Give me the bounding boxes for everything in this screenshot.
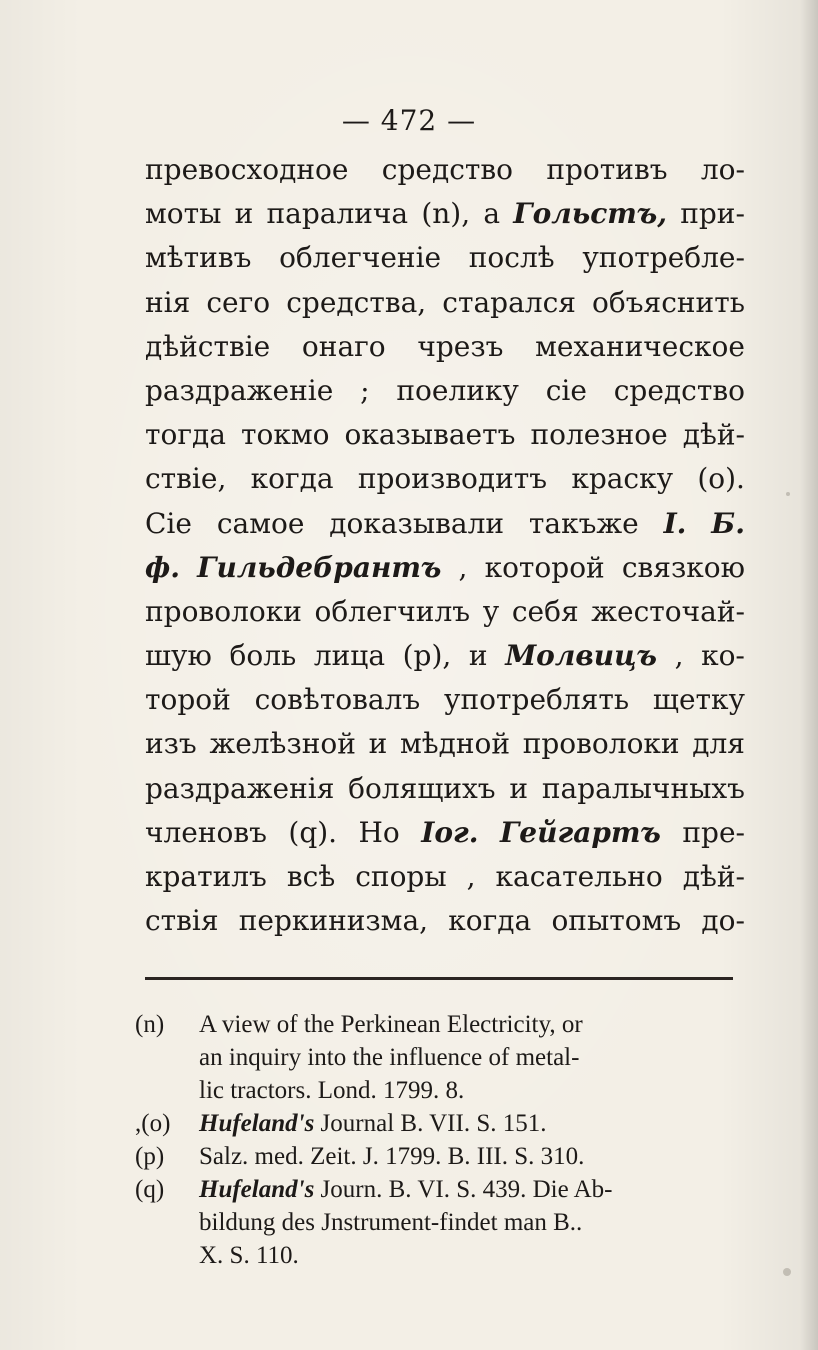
main-text-block — [145, 148, 745, 943]
text-line — [145, 369, 745, 413]
word: Молвицъ — [505, 639, 657, 673]
footnote-mark: ,(o) — [135, 1110, 171, 1137]
footnote-line — [199, 1008, 750, 1041]
word: дѣй- — [682, 418, 745, 452]
footnote-line-text: A view of the Perkinean Electricity, or — [199, 1011, 583, 1038]
word: и — [234, 197, 254, 231]
word: объяснить — [592, 285, 745, 319]
text-line — [145, 236, 745, 280]
text-line — [145, 767, 745, 811]
footnote — [135, 1173, 750, 1272]
word: болящихъ — [348, 771, 496, 805]
word: полезное — [530, 418, 668, 452]
word: у — [482, 594, 500, 628]
word: средства, — [286, 285, 427, 319]
word: ствія — [145, 904, 219, 938]
word: оказываетъ — [344, 418, 516, 452]
word: , — [466, 860, 476, 893]
word: которой — [484, 550, 605, 584]
word: самое — [216, 506, 305, 540]
word: (p), — [402, 639, 452, 673]
word: раздраженія — [145, 771, 335, 805]
text-line — [145, 413, 745, 457]
word: поелику — [396, 373, 519, 407]
word: моты — [145, 197, 222, 231]
footnote-italic-source: Hufeland's — [199, 1176, 321, 1203]
word: боль — [229, 639, 297, 673]
word: сіе — [545, 373, 587, 407]
word: шую — [145, 639, 212, 673]
word: и — [468, 639, 488, 673]
footnote-line-text: Journ. B. VI. S. 439. Die Ab- — [320, 1176, 613, 1203]
word: дѣй- — [682, 860, 745, 893]
word: ко- — [701, 639, 745, 673]
word: лица — [313, 639, 386, 673]
text-line — [145, 899, 745, 943]
word: облегченіе — [279, 241, 442, 275]
word: доказывали — [329, 506, 505, 540]
footnote-mark: (n) — [135, 1011, 165, 1038]
text-line — [145, 811, 745, 855]
word: краску — [571, 462, 674, 496]
word: превосходное — [145, 153, 349, 186]
word: опытомъ — [551, 904, 682, 938]
word: средство — [613, 373, 745, 407]
word: средство — [381, 153, 513, 186]
word: чрезъ — [417, 329, 504, 363]
word: (o). — [697, 462, 745, 496]
word: онаго — [301, 329, 386, 363]
word: ло- — [700, 153, 745, 186]
footnote-text — [199, 1008, 750, 1107]
word: всѣ — [286, 860, 336, 893]
text-line — [145, 325, 745, 369]
word: жесточай- — [591, 594, 745, 628]
word: проволоки — [145, 594, 302, 628]
word: , — [674, 639, 684, 673]
text-line — [145, 546, 745, 590]
footnote — [135, 1107, 750, 1140]
footnote-line — [199, 1041, 750, 1074]
paper-speck — [783, 1268, 791, 1276]
word: употреблять — [444, 683, 630, 717]
text-line — [145, 855, 745, 899]
footnotes-block — [135, 1008, 750, 1272]
footnote — [135, 1140, 750, 1173]
word: старался — [442, 285, 576, 319]
word: проволоки — [522, 727, 680, 761]
word: до- — [701, 904, 745, 938]
word: когда — [448, 904, 532, 938]
word: связкою — [621, 550, 745, 584]
word: (q). — [288, 815, 338, 849]
word: касательно — [495, 860, 663, 893]
text-line — [145, 192, 745, 236]
footnote-mark: (p) — [135, 1143, 165, 1170]
word: Гильдебрантъ — [197, 550, 442, 584]
word: (n), — [421, 197, 471, 231]
word: и — [509, 771, 529, 805]
word: членовъ — [145, 815, 267, 849]
word: облегчилъ — [314, 594, 471, 628]
page-number: — 472 — — [341, 104, 477, 137]
text-line — [145, 281, 745, 325]
word: раздраженіе — [145, 373, 334, 407]
word: механическое — [535, 329, 745, 363]
footnote-text — [199, 1107, 750, 1140]
footnote-line-text: lic tractors. Lond. 1799. 8. — [199, 1077, 465, 1104]
text-line — [145, 502, 745, 546]
footnote-line — [199, 1173, 750, 1206]
word: Сіе — [145, 506, 192, 540]
word: ; — [360, 373, 370, 407]
word: мѣтивъ — [145, 241, 252, 275]
footnote-divider — [145, 977, 733, 980]
word: нія — [145, 285, 191, 319]
word: сего — [206, 285, 271, 319]
word: І. — [663, 506, 687, 540]
word: употребле- — [582, 241, 745, 275]
word: желѣзной — [209, 727, 356, 761]
word: послѣ — [468, 241, 555, 275]
footnote-text — [199, 1173, 750, 1272]
footnote-line-text: Salz. med. Zeit. J. 1799. B. III. S. 310. — [199, 1143, 585, 1170]
word: изъ — [145, 727, 197, 761]
word: производитъ — [357, 462, 548, 496]
word: кратилъ — [145, 860, 267, 893]
footnote-line — [199, 1206, 750, 1239]
word: противъ — [546, 153, 668, 186]
word: такъже — [528, 506, 639, 540]
word: когда — [250, 462, 334, 496]
word: пре- — [682, 815, 745, 849]
footnote-line-text: bildung des Jnstrument-findet man B.. — [199, 1209, 583, 1236]
text-line — [145, 722, 745, 766]
footnote-line — [199, 1074, 750, 1107]
word: щетку — [652, 683, 745, 717]
word: при- — [680, 197, 745, 231]
text-line — [145, 148, 745, 192]
footnote-line — [199, 1239, 750, 1272]
word: себя — [511, 594, 579, 628]
page-edge-shadow — [800, 0, 818, 1350]
word: Б. — [711, 506, 745, 540]
word: паралычныхъ — [541, 771, 745, 805]
text-line — [145, 590, 745, 634]
footnote-line-text: Journal B. VII. S. 151. — [320, 1110, 547, 1137]
footnote — [135, 1008, 750, 1107]
footnote-line — [199, 1107, 750, 1140]
word: мѣдной — [399, 727, 511, 761]
word: паралича — [266, 197, 409, 231]
text-line — [145, 678, 745, 722]
word: торой — [145, 683, 231, 717]
word: Іог. — [421, 815, 479, 849]
word: дѣйствіе — [145, 329, 271, 363]
word: и — [368, 727, 388, 761]
word: ф. — [145, 550, 180, 584]
footnote-line — [199, 1140, 750, 1173]
paper-speck — [786, 492, 790, 496]
word: Но — [358, 815, 400, 849]
footnote-line-text: X. S. 110. — [199, 1242, 299, 1269]
word: совѣтовалъ — [254, 683, 421, 717]
footnote-mark: (q) — [135, 1176, 165, 1203]
word: споры — [355, 860, 447, 893]
word: ствіе, — [145, 462, 227, 496]
footnote-italic-source: Hufeland's — [199, 1110, 321, 1137]
footnote-text — [199, 1140, 750, 1173]
word: , — [458, 550, 468, 584]
text-line — [145, 457, 745, 501]
text-line — [145, 634, 745, 678]
word: Гольстъ, — [513, 197, 667, 231]
word: а — [483, 197, 501, 231]
word: токмо — [240, 418, 330, 452]
word: Гейгартъ — [499, 815, 661, 849]
footnote-line-text: an inquiry into the influence of metal- — [199, 1044, 580, 1071]
word: тогда — [145, 418, 226, 452]
word: перкинизма, — [238, 904, 429, 938]
word: для — [692, 727, 745, 761]
